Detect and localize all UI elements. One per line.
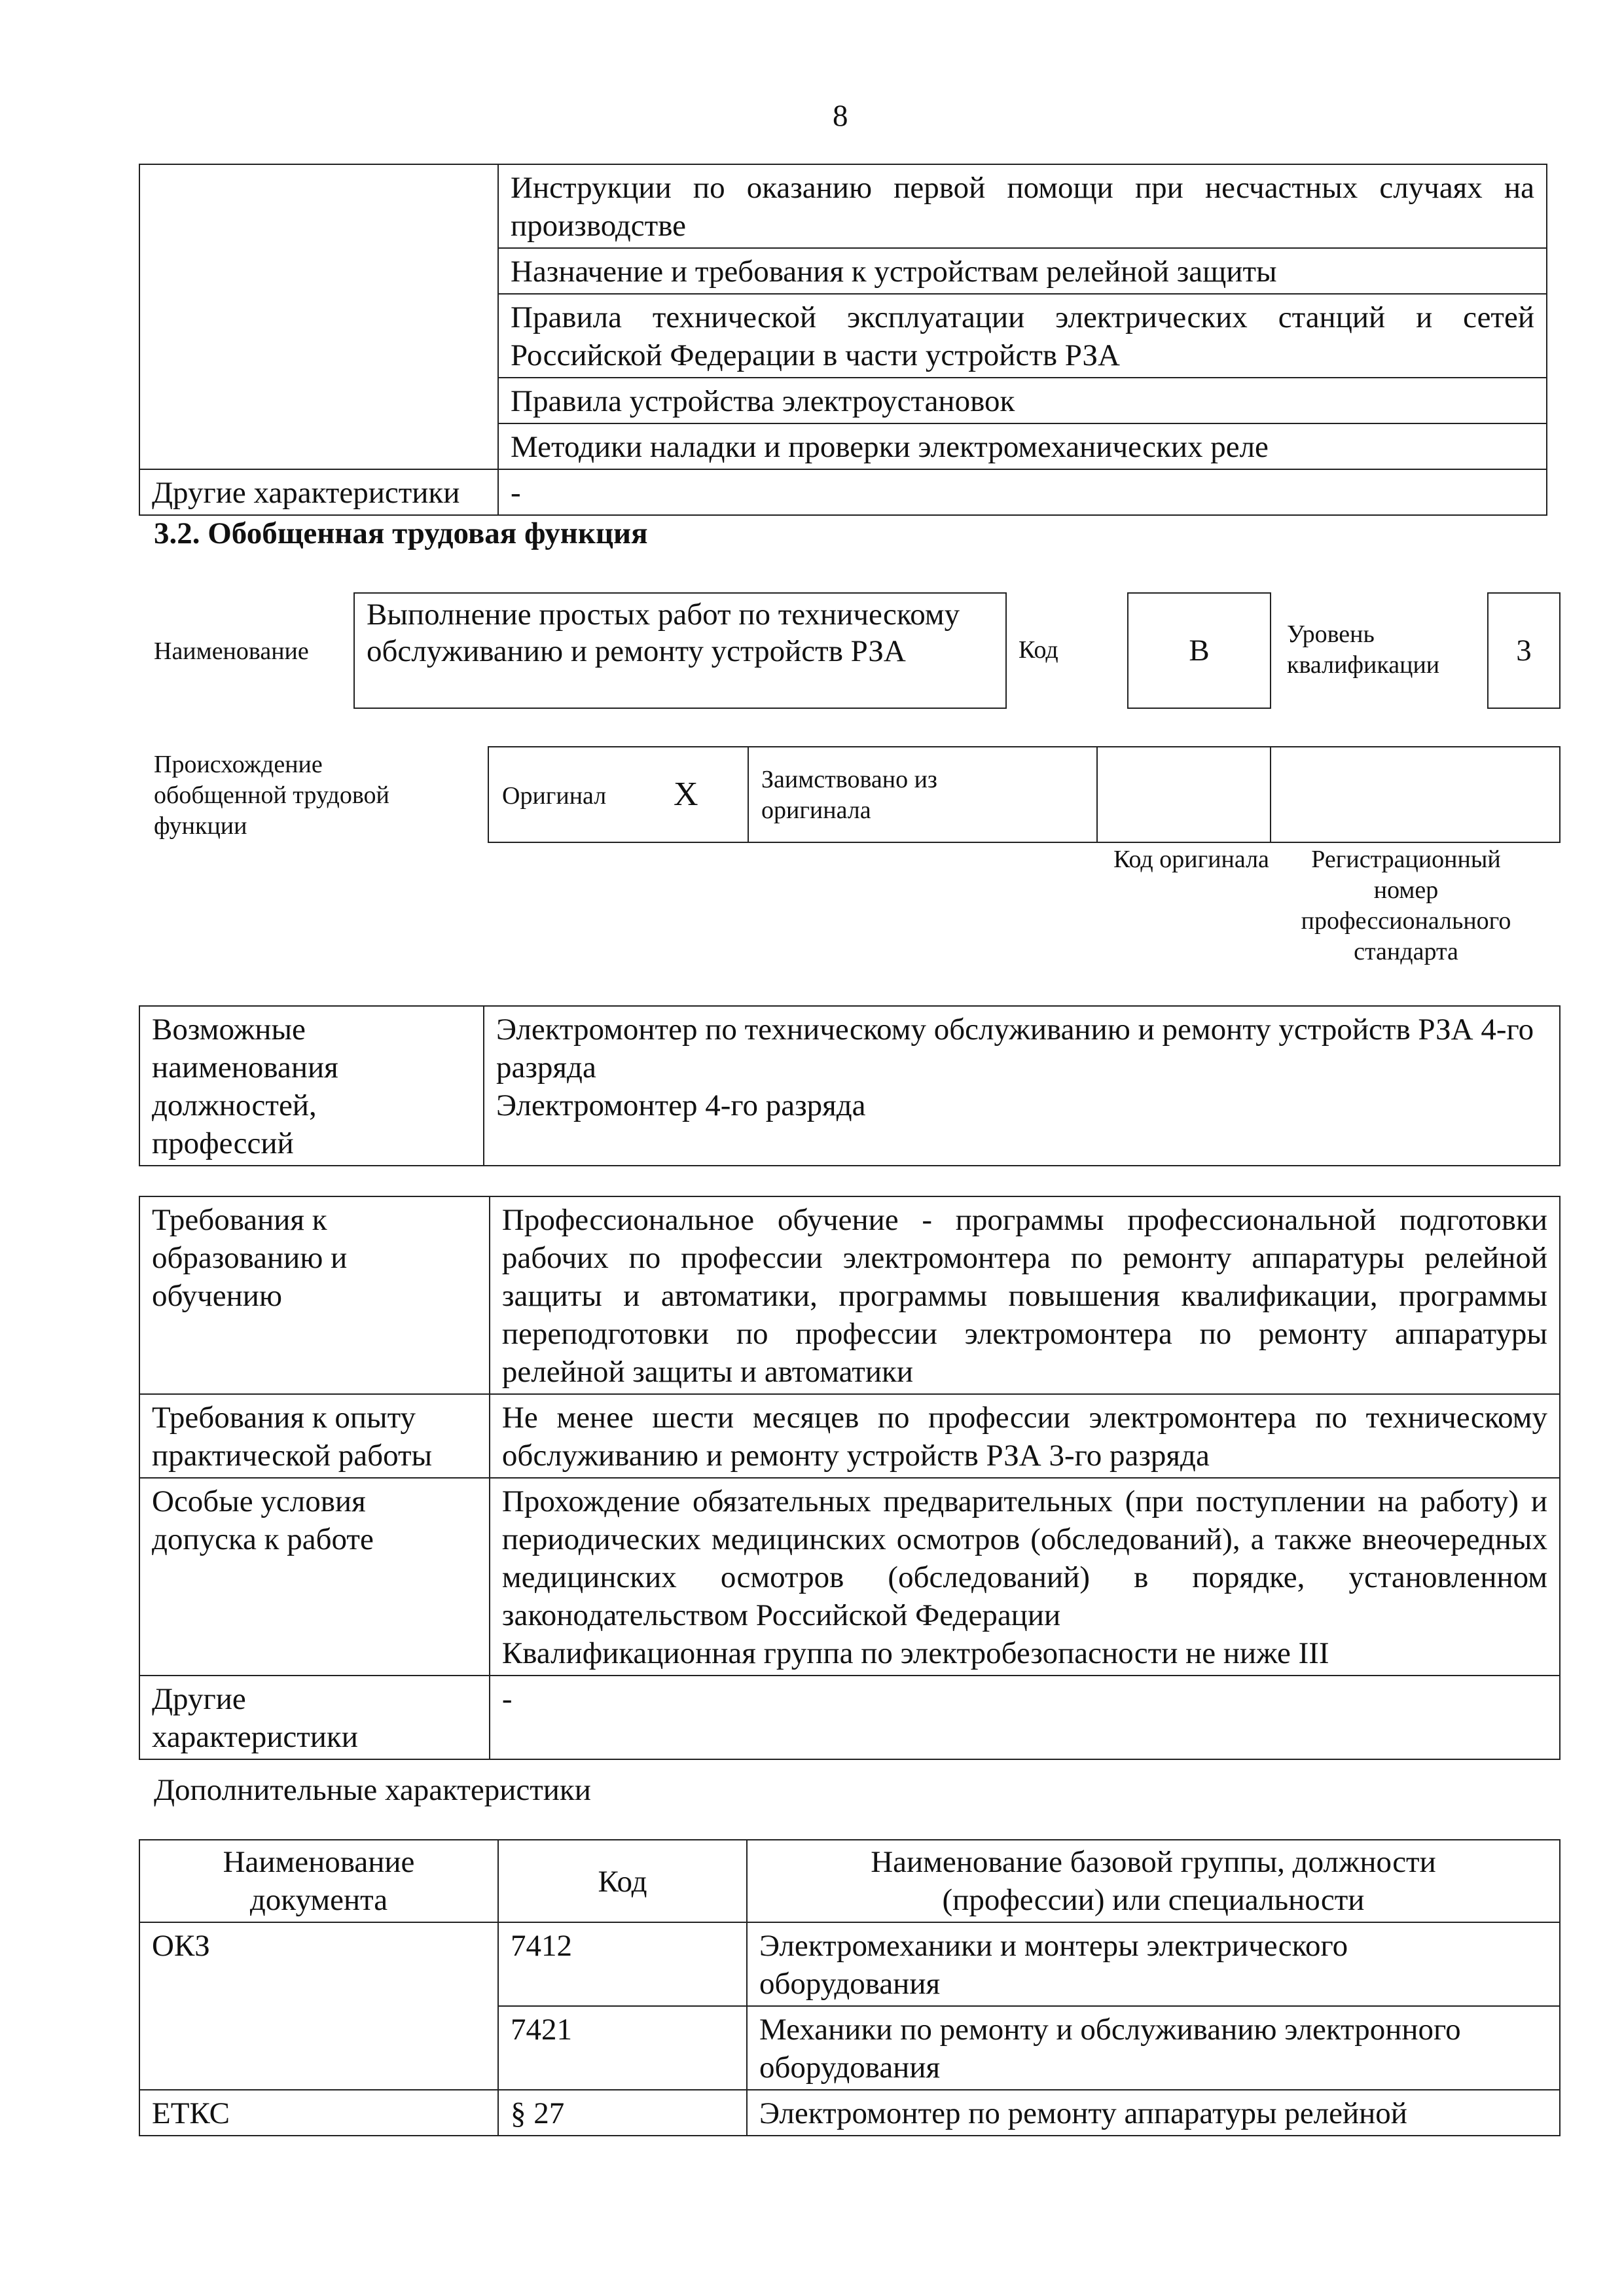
registration-number-caption: Регистрационный номер профессионального стандарта — [1301, 846, 1511, 965]
row-doc: ЕТКС — [139, 2090, 498, 2136]
borrowed-label: Заимствовано из оригинала — [761, 766, 937, 824]
origin-label: Происхождение обобщенной трудовой функции — [154, 751, 389, 840]
level-value: 3 — [1516, 634, 1532, 668]
header-code: Код — [498, 1840, 747, 1922]
admission-line: Прохождение обязательных предварительных (при поступлении на работу) и периодических медицинских осмотров (обследований), а также внеочередных медицинских осмотров (обследований) в порядке, установленном законодательством Российской Федерации — [501, 1484, 1547, 1632]
education-label: Требования к образованию и обучению — [139, 1196, 490, 1394]
row-name: Электромеханики и монтеры электрического оборудования — [747, 1922, 1560, 2006]
code-original-caption: Код оригинала — [1113, 846, 1269, 873]
experience-label: Требования к опыту практической работы — [139, 1394, 490, 1478]
row-code: § 27 — [498, 2090, 747, 2136]
other-value: - — [490, 1676, 1560, 1759]
original-label: Оригинал — [502, 782, 607, 810]
original-mark: X — [674, 776, 698, 813]
page-number: 8 — [833, 99, 848, 133]
requirements-table — [139, 1196, 1561, 1760]
row-name: Электромонтер по ремонту аппаратуры релейной — [747, 2090, 1560, 2136]
knowledge-row: Методики наладки и проверки электромеханических реле — [498, 423, 1547, 469]
other-characteristics-value: - — [498, 469, 1547, 515]
name-label: Наименование — [154, 637, 309, 665]
row-name: Механики по ремонту и обслуживанию электронного оборудования — [747, 2006, 1560, 2090]
position-line: Электромонтер по техническому обслуживанию и ремонту устройств РЗА 4-го разряда — [496, 1013, 1534, 1085]
additional-title: Дополнительные характеристики — [154, 1773, 591, 1807]
knowledge-row: Назначение и требования к устройствам релейной защиты — [498, 248, 1547, 294]
code-label: Код — [1019, 636, 1058, 664]
header-name: Наименование базовой группы, должности (профессии) или специальности — [747, 1840, 1560, 1922]
origin-box — [488, 746, 1561, 843]
education-value: Профессиональное обучение - программы профессиональной подготовки рабочих по профессии электромонтера по ремонту аппаратуры релейной защиты и автоматики, программы повышения квалификации, программы переподготовки по профессии электромонтера по ремонту аппаратуры релейной защиты и автоматики — [490, 1196, 1560, 1394]
knowledge-table — [139, 164, 1547, 516]
name-value: Выполнение простых работ по техническому обслуживанию и ремонту устройств РЗА — [367, 598, 960, 668]
knowledge-row: Правила устройства электроустановок — [498, 378, 1547, 423]
admission-line: Квалификационная группа по электробезопасности не ниже III — [501, 1636, 1329, 1670]
code-value: B — [1189, 634, 1210, 668]
section-title: 3.2. Обобщенная трудовая функция — [154, 516, 648, 550]
additional-table — [139, 1839, 1561, 2136]
level-label: Уровень квалификации — [1287, 620, 1440, 679]
row-code: 7412 — [498, 1922, 747, 2006]
code-box — [1127, 592, 1271, 709]
name-value-box — [353, 592, 1007, 709]
knowledge-row: Правила технической эксплуатации электрических станций и сетей Российской Федерации в части устройств РЗА — [498, 294, 1547, 378]
positions-table — [139, 1005, 1561, 1166]
row-doc: ОКЗ — [139, 1922, 498, 2090]
positions-label: Возможные наименования должностей, профессий — [139, 1006, 484, 1166]
other-characteristics-label: Другие характеристики — [139, 469, 498, 515]
level-box — [1487, 592, 1561, 709]
row-code: 7421 — [498, 2006, 747, 2090]
admission-label: Особые условия допуска к работе — [139, 1478, 490, 1676]
other-label: Другие характеристики — [139, 1676, 490, 1759]
position-line: Электромонтер 4-го разряда — [496, 1088, 866, 1122]
experience-value: Не менее шести месяцев по профессии электромонтера по техническому обслуживанию и ремонту устройств РЗА 3-го разряда — [490, 1394, 1560, 1478]
knowledge-row: Инструкции по оказанию первой помощи при несчастных случаях на производстве — [498, 164, 1547, 248]
header-document: Наименование документа — [139, 1840, 498, 1922]
